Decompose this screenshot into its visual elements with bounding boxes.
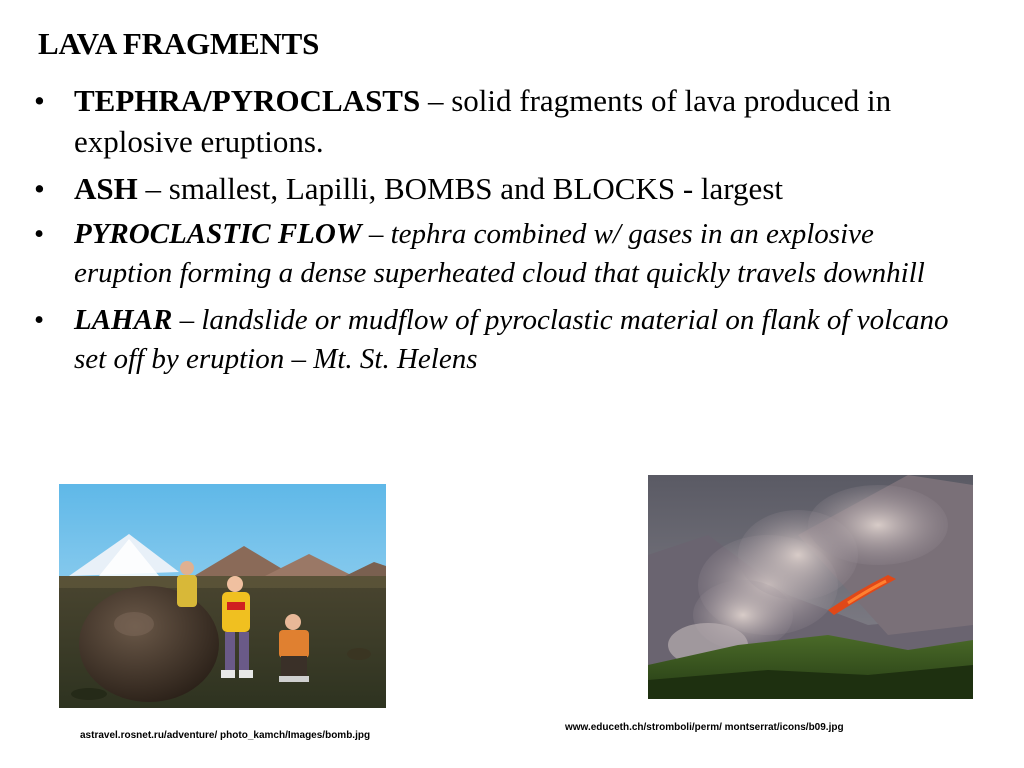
term-pyroclastic-flow: PYROCLASTIC FLOW	[74, 218, 362, 250]
bullet-list	[30, 80, 970, 387]
bullet-item-pyroclastic-flow	[30, 215, 970, 293]
bullet-item-tephra	[30, 80, 970, 162]
term-lahar: LAHAR	[74, 304, 173, 336]
term-ash: ASH	[74, 171, 138, 206]
bullet-item-ash	[30, 168, 970, 209]
bullet-marker: •	[34, 83, 45, 118]
definition-pyroclastic-flow: – tephra combined w/ gases in an explosive eruption forming a dense superheated cloud that quickly travels downhill	[74, 218, 925, 289]
caption-eruption-image: www.educeth.ch/stromboli/perm/ montserrat/icons/b09.jpg	[565, 722, 844, 733]
definition-lahar: – landslide or mudflow of pyroclastic material on flank of volcano set off by eruption – Mt. St. Helens	[74, 304, 949, 375]
bullet-item-lahar	[30, 301, 970, 379]
definition-ash: – smallest, Lapilli, BOMBS and BLOCKS - largest	[137, 171, 783, 206]
caption-bomb-image: astravel.rosnet.ru/adventure/ photo_kamch/Images/bomb.jpg	[80, 730, 371, 741]
term-tephra: TEPHRA/PYROCLASTS	[74, 83, 421, 118]
bullet-marker: •	[34, 304, 45, 336]
bullet-marker: •	[34, 171, 45, 206]
slide-title: LAVA FRAGMENTS	[38, 26, 320, 61]
bullet-marker: •	[34, 218, 45, 250]
volcano-eruption-photo	[648, 475, 973, 699]
definition-tephra: – solid fragments of lava produced in explosive eruptions.	[74, 83, 892, 159]
volcanic-bomb-photo	[59, 484, 386, 708]
